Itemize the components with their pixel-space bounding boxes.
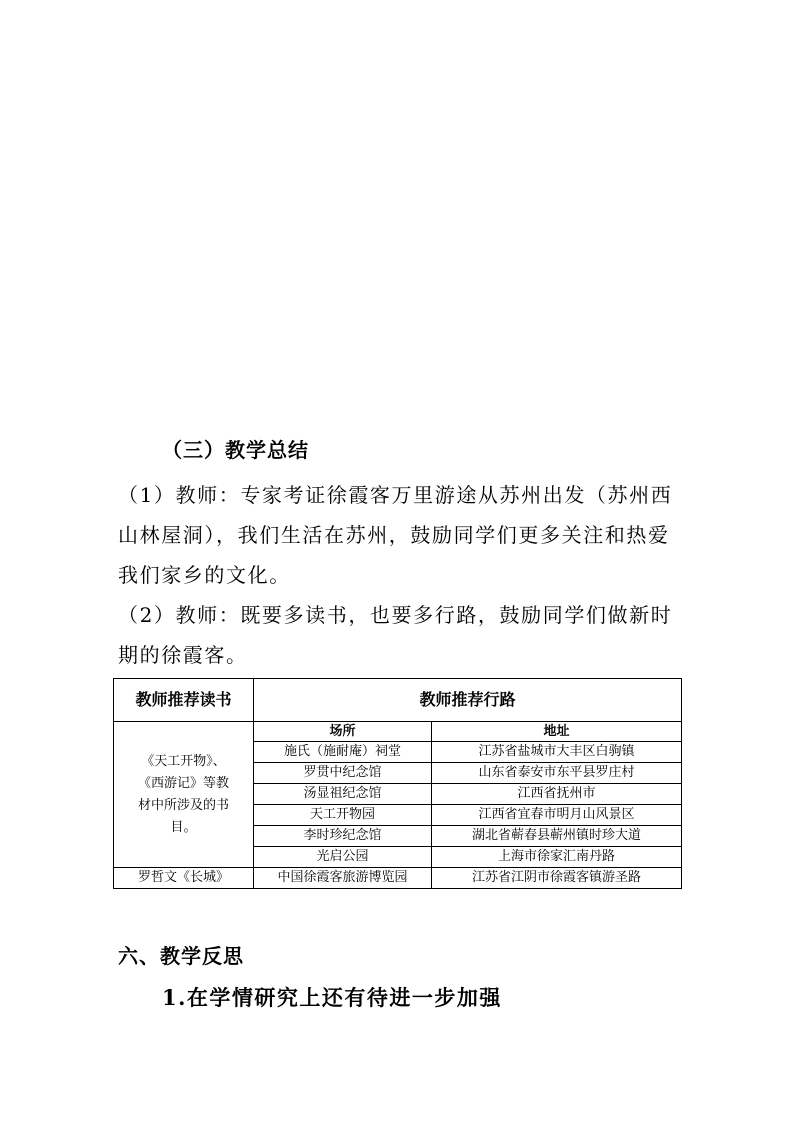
books-line: 材中所涉及的书 <box>137 797 229 813</box>
place-cell: 罗贯中纪念馆 <box>254 763 432 784</box>
reflection-item-1: 1.在学情研究上还有待进一步加强 <box>162 985 502 1010</box>
books-line: 《西游记》等教 <box>137 775 229 791</box>
table-header-row <box>114 679 682 722</box>
place-cell: 天工开物园 <box>254 805 432 826</box>
books-line: 《天工开物》、 <box>141 753 226 769</box>
recommendation-table <box>113 678 682 889</box>
address-cell: 上海市徐家汇南丹路 <box>432 847 682 868</box>
books-line: 目。 <box>170 819 197 835</box>
place-cell: 李时珍纪念馆 <box>254 826 432 847</box>
summary-paragraph-2 <box>118 595 672 675</box>
place-cell: 汤显祖纪念馆 <box>254 784 432 805</box>
table-row <box>114 722 682 742</box>
paragraph-line: （2）教师：既要多读书，也要多行路，鼓励同学们做新时 <box>118 603 673 627</box>
header-recommended-reading: 教师推荐读书 <box>114 679 254 722</box>
address-cell: 江西省抚州市 <box>432 784 682 805</box>
place-cell: 施氏（施耐庵）祠堂 <box>254 742 432 763</box>
address-cell: 湖北省蕲春县蕲州镇时珍大道 <box>432 826 682 847</box>
paragraph-line: 期的徐霞客。 <box>118 643 248 667</box>
address-cell: 江苏省江阴市徐霞客镇游圣路 <box>432 868 682 889</box>
paragraph-line: 我们家乡的文化。 <box>118 563 291 587</box>
section-heading-teaching-summary: （三）教学总结 <box>162 438 309 462</box>
table-row <box>114 868 682 889</box>
recommended-books-cell <box>114 722 254 868</box>
address-cell: 江西省宜春市明月山风景区 <box>432 805 682 826</box>
subheader-address: 地址 <box>432 722 682 742</box>
section-heading-teaching-reflection: 六、教学反思 <box>118 944 244 968</box>
summary-paragraph-1 <box>118 475 672 595</box>
header-recommended-travel: 教师推荐行路 <box>254 679 682 722</box>
book-cell: 罗哲文《长城》 <box>114 868 254 889</box>
paragraph-line: （1）教师：专家考证徐霞客万里游途从苏州出发（苏州西 <box>118 483 673 507</box>
address-cell: 江苏省盐城市大丰区白驹镇 <box>432 742 682 763</box>
address-cell: 山东省泰安市东平县罗庄村 <box>432 763 682 784</box>
paragraph-line: 山林屋洞），我们生活在苏州，鼓励同学们更多关注和热爱 <box>118 523 670 547</box>
place-cell: 光启公园 <box>254 847 432 868</box>
subheader-place: 场所 <box>254 722 432 742</box>
place-cell: 中国徐霞客旅游博览园 <box>254 868 432 889</box>
